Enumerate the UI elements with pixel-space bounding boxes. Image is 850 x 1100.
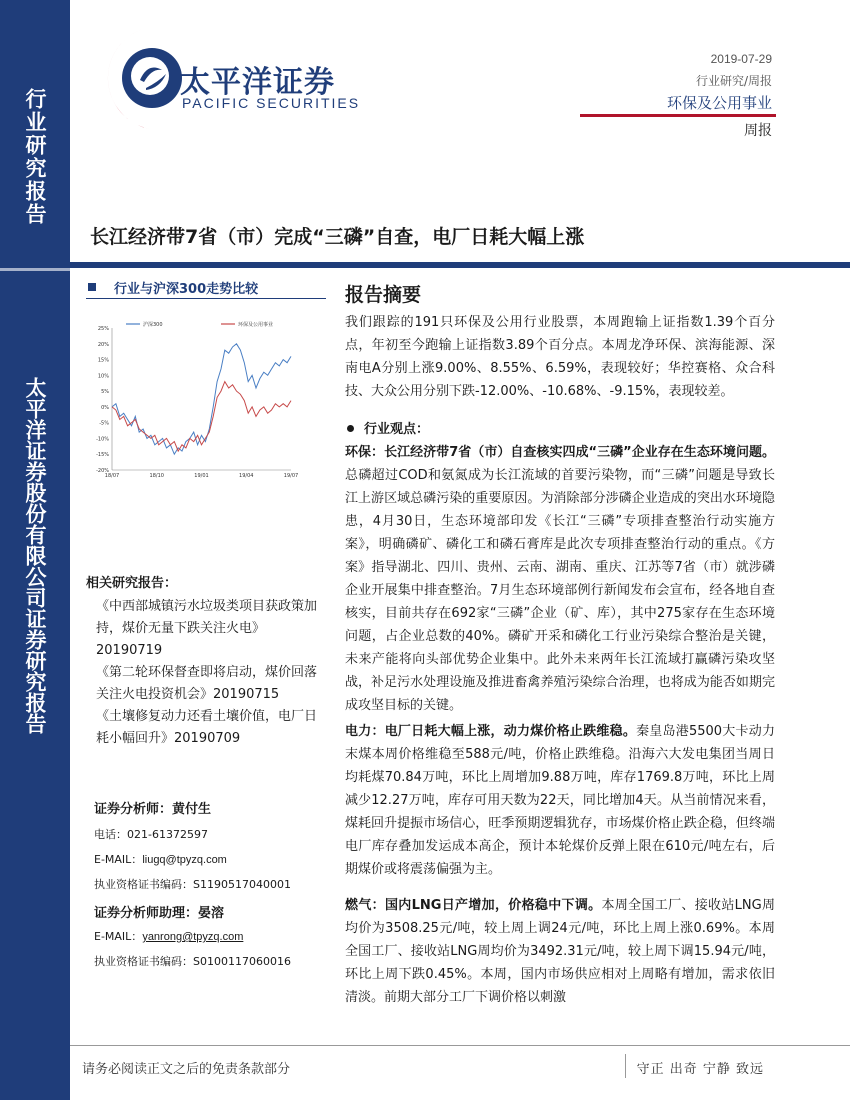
y-tick-label: 0%: [101, 404, 109, 411]
chart-heading: 行业与沪深300走势比较: [114, 282, 259, 297]
trend-chart: [86, 318, 301, 483]
analyst-email-label: E-MAIL：: [94, 853, 143, 866]
abstract-heading: 报告摘要: [345, 284, 422, 306]
title-rule: [70, 262, 850, 268]
header-accent-line: [580, 114, 776, 117]
y-tick-label: -10%: [96, 436, 109, 443]
sidebar-report-type: 行业研究报告: [23, 88, 47, 226]
analyst-phone: 电话：021-61372597: [94, 828, 208, 841]
x-tick-label: 18/10: [149, 473, 164, 479]
footer-rule: [70, 1045, 850, 1046]
related-report-item[interactable]: 《中西部城镇污水垃圾类项目获政策加持，煤价无量下跌关注火电》20190719: [96, 599, 318, 658]
gas-section-body: 本周全国工厂、接收站LNG周均价为3508.25元/吨，较上周上调24元/吨，环比上周上涨0.69%。本周全国工厂、接收站LNG周均价为3492.31元/吨，较上周下调15.94元/吨，环比上周下跌0.45%。本周，国内市场供应相对上周略有增加，需求依旧清淡。前期大部分工厂下调价格以刺激: [345, 898, 775, 1005]
analyst-email-row: [94, 851, 227, 867]
industry-view-heading: [345, 418, 429, 437]
related-report-item[interactable]: 《第二轮环保督查即将启动，煤价回落关注火电投资机会》20190715: [96, 665, 318, 702]
brand-name-cn: 太平洋证券: [180, 65, 335, 100]
y-tick-label: 15%: [97, 357, 109, 364]
assistant-email-link[interactable]: yanrong@tpyzq.com: [142, 931, 244, 943]
footer-separator: [625, 1054, 626, 1078]
industry-view-label: 行业观点：: [364, 422, 430, 437]
env-section: [345, 441, 775, 717]
x-tick-label: 19/07: [283, 473, 299, 479]
related-report-item[interactable]: 《土壤修复动力还看土壤价值，电厂日耗小幅回升》20190709: [96, 709, 318, 746]
y-tick-label: 25%: [97, 326, 109, 332]
footer-disclaimer: 请务必阅读正文之后的免责条款部分: [82, 1062, 291, 1077]
y-tick-label: -20%: [96, 468, 109, 474]
report-title: 长江经济带7省（市）完成“三磷”自查，电厂日耗大幅上涨: [90, 226, 585, 248]
bullet-dot-icon: [347, 425, 354, 432]
assistant-cert: 执业资格证书编码：S0100117060016: [94, 955, 291, 968]
related-reports-heading: 相关研究报告：: [86, 576, 178, 591]
sidebar-divider: [0, 268, 70, 271]
legend-label: 沪深300: [143, 322, 163, 328]
y-tick-label: 20%: [97, 341, 109, 348]
x-tick-label: 19/01: [194, 473, 209, 479]
power-section: [345, 720, 775, 881]
footer-motto: 守正 出奇 宁静 致远: [636, 1062, 764, 1077]
analyst-email-link[interactable]: liugq@tpyzq.com: [142, 854, 227, 866]
y-tick-label: -5%: [99, 420, 109, 427]
report-kind: 周报: [744, 123, 772, 139]
sidebar-company-label: 太平洋证券股份有限公司证券研究报告: [23, 376, 47, 734]
power-section-heading: 电力：电厂日耗大幅上涨，动力煤价格止跌维稳。: [345, 724, 637, 739]
env-section-body: 总磷超过COD和氨氮成为长江流域的首要污染物，而“三磷”问题是导致长江上游区域总磷污染的重要原因。为消除部分涉磷企业造成的突出水环境隐患，4月30日，生态环境部印发《长江“三磷”专项排查整治行动实施方案》，明确磷矿、磷化工和磷石膏库是此次专项排查整治行动的重点。《方案》指导湖北、四川、贵州、云南、湖南、重庆、江苏等7省（市）就涉磷企业开展集中排查整治。7月生态环境部例行新闻发布会宣布，经各地自查核实，目前共存在692家“三磷”企业（矿、库），其中275家存在生态环境问题，占企业总数的40%。磷矿开采和磷化工行业污染综合整治是关键，未来产能将向头部优势企业集中。此外未来两年长江流域打赢磷污染攻坚战，补足污水处理设施及推进畜禽养殖污染综合治理，也将成为能否如期完成攻坚目标的关键。: [345, 468, 775, 713]
y-tick-label: 5%: [101, 389, 109, 396]
env-section-heading: 环保：长江经济带7省（市）自查核实四成“三磷”企业存在生态环境问题。: [345, 445, 775, 460]
series-line-2: [112, 382, 291, 452]
assistant-name: 证券分析师助理：晏溶: [94, 906, 225, 921]
brand-name-en: PACIFIC SECURITIES: [182, 95, 361, 111]
legend-label: 环保及公用事业: [238, 322, 274, 328]
y-tick-label: 10%: [97, 373, 109, 380]
report-sector: 环保及公用事业: [666, 94, 772, 112]
x-tick-label: 18/07: [104, 473, 120, 479]
gas-section-heading: 燃气：国内LNG日产增加，价格稳中下调。: [345, 898, 602, 913]
analyst-cert: 执业资格证书编码：S1190517040001: [94, 878, 291, 891]
gas-section: [345, 894, 775, 1009]
abstract-paragraph: 我们跟踪的191只环保及公用行业股票，本周跑输上证指数1.39个百分点，年初至今跑输上证指数3.89个百分点。本周龙净环保、滨海能源、深南电A分别上涨9.00%、8.55%、6.59%，表现较好；华控赛格、众合科技、大众公用分别下跌-12.00%、-10.68%、-9.15%，表现较差。: [345, 315, 775, 399]
report-date: 2019-07-29: [710, 52, 772, 66]
related-reports-list: [96, 596, 328, 750]
chart-heading-box: [86, 277, 326, 299]
report-category: 行业研究/周报: [695, 74, 772, 88]
square-bullet-icon: [88, 283, 96, 291]
series-line-1: [112, 344, 291, 454]
assistant-email-label: E-MAIL：: [94, 930, 143, 943]
y-tick-label: -15%: [96, 452, 109, 459]
power-section-body: 秦皇岛港5500大卡动力末煤本周价格维稳至588元/吨，价格止跌维稳。沿海六大发电集团当周日均耗煤70.84万吨，环比上周增加9.88万吨，库存1769.8万吨，环比上周减少12.27万吨，库存可用天数为22天，同比增加4天。从当前情况来看，煤耗回升提振市场信心，旺季预期逻辑犹存，市场煤价格止跌企稳，但终端电厂库存叠加发运成本高企，预计本轮煤价反弹上限在610元/吨左右，后期煤价或将震荡偏强为主。: [345, 724, 775, 877]
analyst-name: 证券分析师：黄付生: [94, 802, 212, 817]
assistant-email-row: [94, 928, 243, 944]
x-tick-label: 19/04: [239, 473, 254, 479]
